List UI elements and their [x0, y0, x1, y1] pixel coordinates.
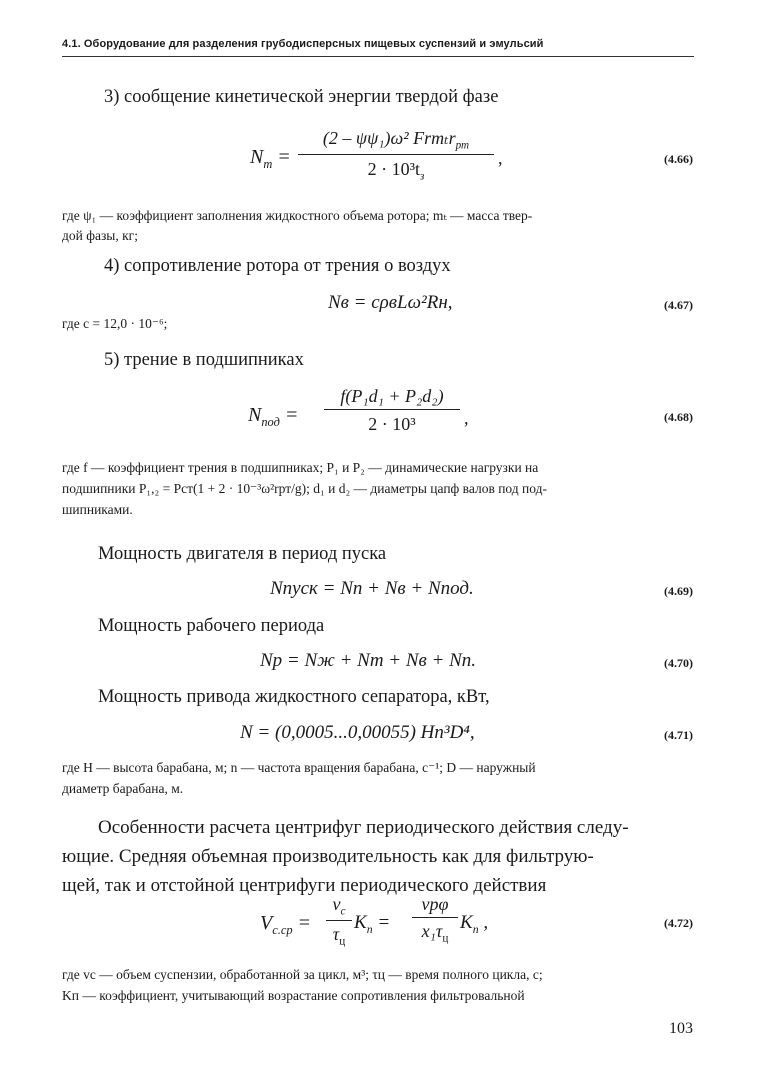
- page-number: 103: [669, 1020, 693, 1037]
- eq-4-72-k1: $K_п$ =: [354, 912, 391, 936]
- header-rule: [62, 56, 694, 57]
- eq-4-72-explanation-line-2: Kп — коэффициент, учитывающий возрастание сопротивления фильтровальной: [62, 988, 525, 1003]
- eq-4-72-fraction-1: [326, 894, 352, 947]
- eq-4-72-fraction-1-denominator: $\tau_ц$: [326, 920, 352, 948]
- drive-power-heading: Мощность привода жидкостного сепаратора, кВт,: [98, 687, 490, 707]
- eq-4-71-explanation-line-1: где H — высота барабана, м; n — частота вращения барабана, с⁻¹; D — наружный: [62, 760, 536, 775]
- eq-4-66-lhs: $N_т$ =: [250, 146, 291, 171]
- book-page: 4.1. Оборудование для разделения грубодисперсных пищевых суспензий и эмульсий 3) сообщение кинетической энергии твердой фазе $N_т$ = (2 – ψψ₁)ω² Frmₜr$_{рт}$ $2 \cdot 10^3t_з$ , (4.66) где ψ₁ — коэффициент заполнения жидкостного объема ротора; mₜ — масса твер- дой фазы, кг; 4) сопротивление ротора от трения о воздух Nв = cρвLω²Rн, (4.67) где c = 12,0 · 10⁻⁶; 5) трение в подшипниках $N_{под}$ = $\frac{\text{f(P₁d₁ + P₂d₂)}}{\text{2 · 10³}}$ , (4.68) где f — коэффициент трения в подшипниках; P₁ и P₂ — динамические нагрузки на подшипники P₁,₂ = Pст(1 + 2 · 10⁻³ω²rрт/g); d₁ и d₂ — диаметры цапф валов под под- шипниками. Мощность двигателя в период пуска Nпуск = Nп + Nв + Nпод. (4.69) Мощность рабочего периода Nр = Nж + Nт + Nв + Nп. (4.70) Мощность привода жидкостного сепаратора, кВт, N = (0,0005...0,00055) Hn³D⁴, (4.71) где H — высота барабана, м; n — частота вращения барабана, с⁻¹; D — наружный диаметр барабана, м. Особенности расчета центрифуг периодического действия следу- ющие. Средняя объемная производительность как для фильтрую- щей, так и отстойной центрифуги периодического действия $V_{с.ср}$ = $v_с$ $\tau_ц$ $K_п$ = vрφ $x_1\tau_ц$ $K_п$ , (4.72) где vс — объем суспензии, обработанной за цикл, м³; τц — время полного цикла, с; Kп — коэффициент, учитывающий возрастание сопротивления фильтровальной 103: [62, 38, 693, 1037]
- paragraph-line-2: ющие. Средняя объемная производительность как для фильтрую-: [62, 846, 594, 867]
- eq-4-72-fraction-2-numerator: vрφ: [421, 894, 449, 914]
- eq-4-68-lhs: $N_{под}$ =: [248, 404, 299, 429]
- eq-4-68-explanation-line-2: подшипники P₁,₂ = Pст(1 + 2 · 10⁻³ω²rрт/g); d₁ и d₂ — диаметры цапф валов под под-: [62, 481, 547, 496]
- eq-4-69-number: (4.69): [664, 584, 693, 598]
- eq-4-68-explanation-line-3: шипниками.: [62, 502, 133, 517]
- eq-4-66-number: (4.66): [664, 152, 693, 166]
- eq-4-70-number: (4.70): [664, 656, 693, 670]
- item-4-heading: 4) сопротивление ротора от трения о воздух: [104, 256, 451, 276]
- eq-4-70-formula: Nр = Nж + Nт + Nв + Nп.: [260, 650, 477, 671]
- eq-4-71-explanation-line-2: диаметр барабана, м.: [62, 781, 184, 796]
- item-3-heading: 3) сообщение кинетической энергии твердой фазе: [104, 87, 499, 107]
- eq-4-72-lhs: $V_{с.ср}$ =: [260, 912, 312, 937]
- start-power-heading: Мощность двигателя в период пуска: [98, 544, 387, 564]
- eq-4-68-numerator: f(P₁d₁ + P₂d₂): [340, 386, 444, 406]
- eq-4-66-denominator: $2 \cdot 10^3t_з$: [298, 154, 494, 183]
- eq-4-72-fraction-1-numerator: $v_с$: [332, 894, 346, 918]
- eq-4-67-explanation: где c = 12,0 · 10⁻⁶;: [62, 316, 168, 331]
- eq-4-72-fraction-2: [412, 894, 458, 945]
- eq-4-68-explanation-line-1: где f — коэффициент трения в подшипниках; P₁ и P₂ — динамические нагрузки на: [62, 460, 539, 475]
- eq-4-67-number: (4.67): [664, 298, 693, 312]
- eq-4-66-fraction: [298, 128, 494, 182]
- eq-4-66-explanation-line-2: дой фазы, кг;: [62, 228, 138, 243]
- eq-4-66-explanation-line-1: где ψ₁ — коэффициент заполнения жидкостного объема ротора; mₜ — масса твер-: [62, 208, 533, 223]
- paragraph-line-1: Особенности расчета центрифуг периодического действия следу-: [98, 817, 629, 838]
- eq-4-72-explanation-line-1: где vс — объем суспензии, обработанной за цикл, м³; τц — время полного цикла, с;: [62, 967, 543, 982]
- paragraph-line-3: щей, так и отстойной центрифуги периодического действия: [62, 875, 547, 896]
- eq-4-68-number: (4.68): [664, 410, 693, 424]
- item-5-heading: 5) трение в подшипниках: [104, 350, 304, 370]
- work-power-heading: Мощность рабочего периода: [98, 616, 325, 636]
- eq-4-71-formula: N = (0,0005...0,00055) Hn³D⁴,: [240, 722, 475, 743]
- eq-4-72-fraction-2-denominator: $x_1\tau_ц$: [412, 917, 458, 945]
- eq-4-67-formula: Nв = cρвLω²Rн,: [328, 292, 453, 313]
- eq-4-71-number: (4.71): [664, 728, 693, 742]
- eq-4-72-k2: $K_п$ ,: [460, 912, 489, 936]
- eq-4-68-fraction: [324, 386, 460, 435]
- eq-4-68-denominator: 2 · 10³: [324, 409, 460, 435]
- eq-4-69-formula: Nпуск = Nп + Nв + Nпод.: [270, 578, 474, 599]
- eq-4-66-numerator: (2 – ψψ₁)ω² Frmₜr$_{рт}$: [322, 128, 470, 152]
- running-head: 4.1. Оборудование для разделения грубодисперсных пищевых суспензий и эмульсий: [62, 38, 544, 50]
- eq-4-72-number: (4.72): [664, 916, 693, 930]
